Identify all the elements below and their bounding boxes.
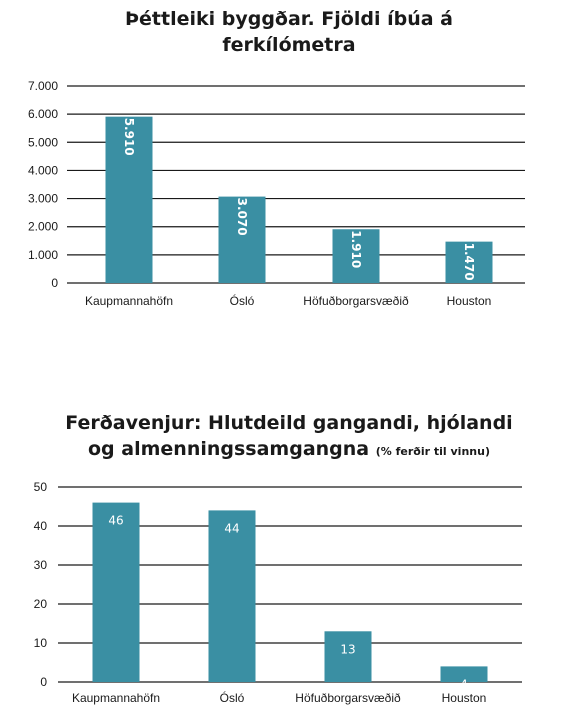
chart-1-title-line-2: ferkílómetra bbox=[222, 34, 356, 56]
chart-1-ytick-label-1: 1.000 bbox=[27, 247, 58, 262]
chart-2-category-label-0: Kaupmannahöfn bbox=[71, 691, 161, 705]
chart-2-ytick-label-2: 20 bbox=[33, 597, 47, 611]
chart-1-ytick-label-2: 2.000 bbox=[27, 219, 58, 234]
chart-1-data-label-1: 3.070 bbox=[235, 197, 249, 236]
chart-2-ytick-label-0: 0 bbox=[40, 675, 47, 689]
chart-1-category-label-0: Kaupmannahöfn bbox=[84, 294, 174, 308]
chart-2-data-label-0: 46 bbox=[108, 513, 124, 528]
chart-2-ytick-label-1: 10 bbox=[33, 636, 47, 650]
chart-2-category-label-3: Houston bbox=[441, 691, 487, 705]
chart-1-category-label-2: Höfuðborgarsvæðið bbox=[303, 294, 409, 308]
chart-2-data-label-3: 4 bbox=[460, 677, 468, 692]
chart-2-bar-0 bbox=[93, 503, 140, 682]
chart-2-ytick-label-3: 30 bbox=[33, 558, 47, 572]
chart-2-title-suffix: (% ferðir til vinnu) bbox=[375, 445, 490, 458]
chart-1-category-label-3: Houston bbox=[446, 294, 492, 308]
chart-1-ytick-label-3: 3.000 bbox=[27, 191, 58, 206]
chart-1-ytick-label-7: 7.000 bbox=[27, 79, 58, 93]
chart-1-ytick-label-4: 4.000 bbox=[27, 163, 58, 178]
chart-2-ytick-label-4: 40 bbox=[33, 519, 47, 533]
chart-1-title-line-1: Þéttleiki byggðar. Fjöldi íbúa á bbox=[125, 8, 453, 30]
chart-2-category-label-1: Ósló bbox=[219, 691, 245, 705]
chart-1-ytick-label-6: 6.000 bbox=[27, 107, 58, 122]
chart-1-ytick-label-0: 0 bbox=[51, 276, 58, 290]
chart-2-data-label-1: 44 bbox=[224, 521, 240, 536]
chart-2-data-label-2: 13 bbox=[340, 642, 356, 657]
chart-1-ytick-label-5: 5.000 bbox=[27, 135, 58, 150]
chart-1-data-label-3: 1.470 bbox=[462, 242, 476, 281]
chart-2-title-line-2: og almenningssamgangna bbox=[88, 438, 370, 460]
chart-2-ytick-label-5: 50 bbox=[33, 480, 47, 494]
chart-1-category-label-1: Ósló bbox=[229, 294, 255, 308]
chart-1-data-label-2: 1.910 bbox=[349, 230, 363, 269]
chart-2-category-label-2: Höfuðborgarsvæðið bbox=[295, 691, 401, 705]
chart-2-bar-1 bbox=[209, 510, 256, 682]
chart-1-data-label-0: 5.910 bbox=[122, 117, 136, 156]
chart-2-bar-2 bbox=[325, 631, 372, 682]
chart-2-title-line-1: Ferðavenjur: Hlutdeild gangandi, hjólandi bbox=[65, 412, 513, 434]
